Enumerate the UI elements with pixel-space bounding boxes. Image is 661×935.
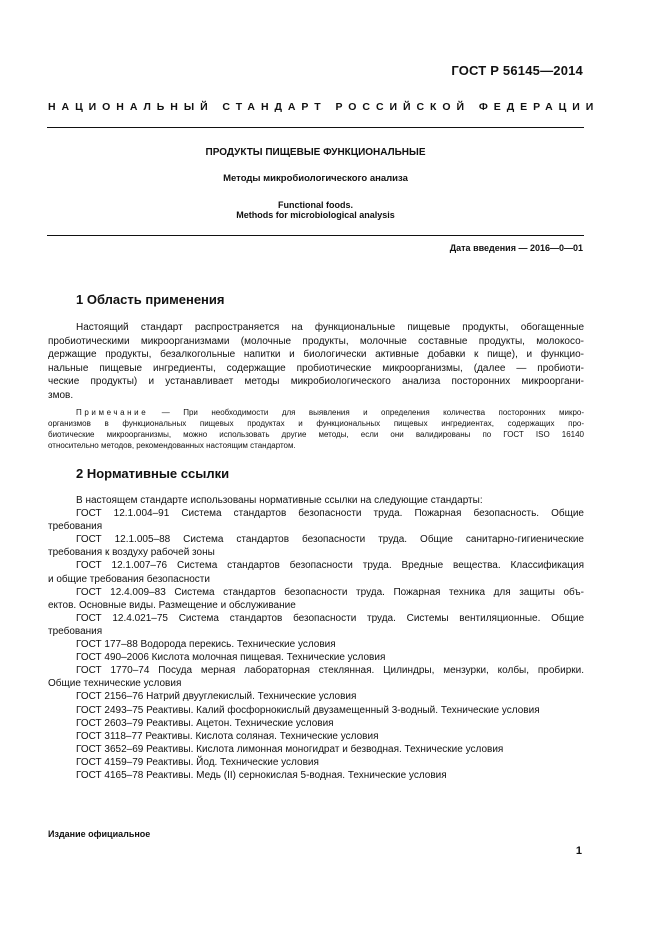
document-title: ПРОДУКТЫ ПИЩЕВЫЕ ФУНКЦИОНАЛЬНЫЕ: [205, 147, 426, 158]
reference-item: ГОСТ 2493–75 Реактивы. Калий фосфорнокислый двузамещенный 3-водный. Технические условия: [76, 704, 540, 716]
normative-references-list: [48, 494, 584, 782]
scope-note: [48, 407, 584, 451]
references-intro: В настоящем стандарте использованы нормативные ссылки на следующие стандарты:: [76, 495, 483, 506]
paragraph-line: пробиотическими микроорганизмами (молочные продукты, молочные составные продукты, молокосо-: [48, 335, 584, 347]
official-edition-label: Издание официальное: [48, 829, 151, 839]
reference-item: ГОСТ 490–2006 Кислота молочная пищевая. Технические условия: [76, 652, 386, 664]
national-standard-banner: НАЦИОНАЛЬНЫЙ СТАНДАРТ РОССИЙСКОЙ ФЕДЕРАЦИИ: [48, 101, 600, 113]
reference-item: ГОСТ 12.4.021–75 Система стандартов безопасности труда. Системы вентиляционные. Общие: [76, 612, 584, 624]
note-text: — При необходимости для выявления и определения количества посторонних микро-: [148, 408, 584, 417]
reference-item: ГОСТ 4165–78 Реактивы. Медь (II) сернокислая 5-водная. Технические условия: [76, 769, 447, 781]
reference-item: ГОСТ 3652–69 Реактивы. Кислота лимонная моногидрат и безводная. Технические условия: [76, 743, 504, 755]
scope-paragraph: [48, 321, 584, 403]
note-line: биотические микроорганизмы, можно использовать другие методы, если они валидированы по ГОСТ ISO 16140: [48, 430, 584, 439]
reference-item-continuation: требования: [48, 521, 103, 533]
paragraph-line: Настоящий стандарт распространяется на функциональные пищевые продукты, обогащенные: [76, 322, 584, 333]
paragraph-line: змов.: [48, 389, 74, 401]
paragraph-line: ческие продукты) и устанавливает методы микробиологического анализа посторонних микрооргани-: [48, 376, 584, 388]
document-subtitle: Методы микробиологического анализа: [223, 173, 408, 184]
reference-item: ГОСТ 12.1.005–88 Система стандартов безопасности труда. Общие санитарно-гигиенические: [76, 534, 584, 546]
reference-item: ГОСТ 1770–74 Посуда мерная лабораторная стеклянная. Цилиндры, мензурки, колбы, пробирки.: [76, 665, 584, 677]
english-title-line1: Functional foods.: [278, 200, 353, 210]
paragraph-line: держащие продукты, безалкогольные напитки и биологически активные добавки к пище), и функцио-: [48, 349, 584, 361]
note-line: организмов в функциональных пищевых продуктах и функциональных пищевых ингредиентах, содержащих про-: [48, 419, 584, 428]
note-line: относительно методов, рекомендованных настоящим стандартом.: [48, 441, 296, 450]
english-title-line2: Methods for microbiological analysis: [236, 210, 395, 220]
reference-item: ГОСТ 12.1.004–91 Система стандартов безопасности труда. Пожарная безопасность. Общие: [76, 508, 584, 520]
note-label: Примечание: [76, 408, 149, 417]
reference-item: ГОСТ 2156–76 Натрий двууглекислый. Технические условия: [76, 691, 357, 703]
top-divider: [47, 127, 584, 128]
section-2-heading: 2 Нормативные ссылки: [76, 466, 230, 481]
paragraph-line: нальные пищевые ингредиенты, содержащие пробиотические микроорганизмы, (далее — пробиоти-: [48, 362, 584, 374]
reference-item-continuation: Общие технические условия: [48, 678, 182, 690]
reference-item: ГОСТ 4159–79 Реактивы. Йод. Технические условия: [76, 756, 319, 768]
reference-item-continuation: требования к воздуху рабочей зоны: [48, 547, 215, 559]
introduction-date: Дата введения — 2016—0—01: [449, 243, 583, 253]
reference-item: ГОСТ 12.4.009–83 Система стандартов безопасности труда. Пожарная техника для защиты объ-: [76, 586, 584, 598]
reference-item: ГОСТ 3118–77 Реактивы. Кислота соляная. Технические условия: [76, 730, 379, 742]
reference-item-continuation: и общие требования безопасности: [48, 573, 210, 585]
reference-item: ГОСТ 12.1.007–76 Система стандартов безопасности труда. Вредные вещества. Классификация: [76, 560, 584, 572]
reference-item-continuation: ектов. Основные виды. Размещение и обслуживание: [48, 599, 296, 611]
section-1-heading: 1 Область применения: [76, 292, 225, 307]
reference-item: ГОСТ 177–88 Водорода перекись. Технические условия: [76, 639, 336, 651]
page-number: 1: [575, 845, 582, 857]
reference-item-continuation: требования: [48, 625, 103, 637]
reference-item: ГОСТ 2603–79 Реактивы. Ацетон. Технические условия: [76, 717, 334, 729]
title-divider: [47, 235, 584, 236]
document-number: ГОСТ Р 56145—2014: [451, 63, 583, 78]
note-line: [48, 407, 584, 418]
